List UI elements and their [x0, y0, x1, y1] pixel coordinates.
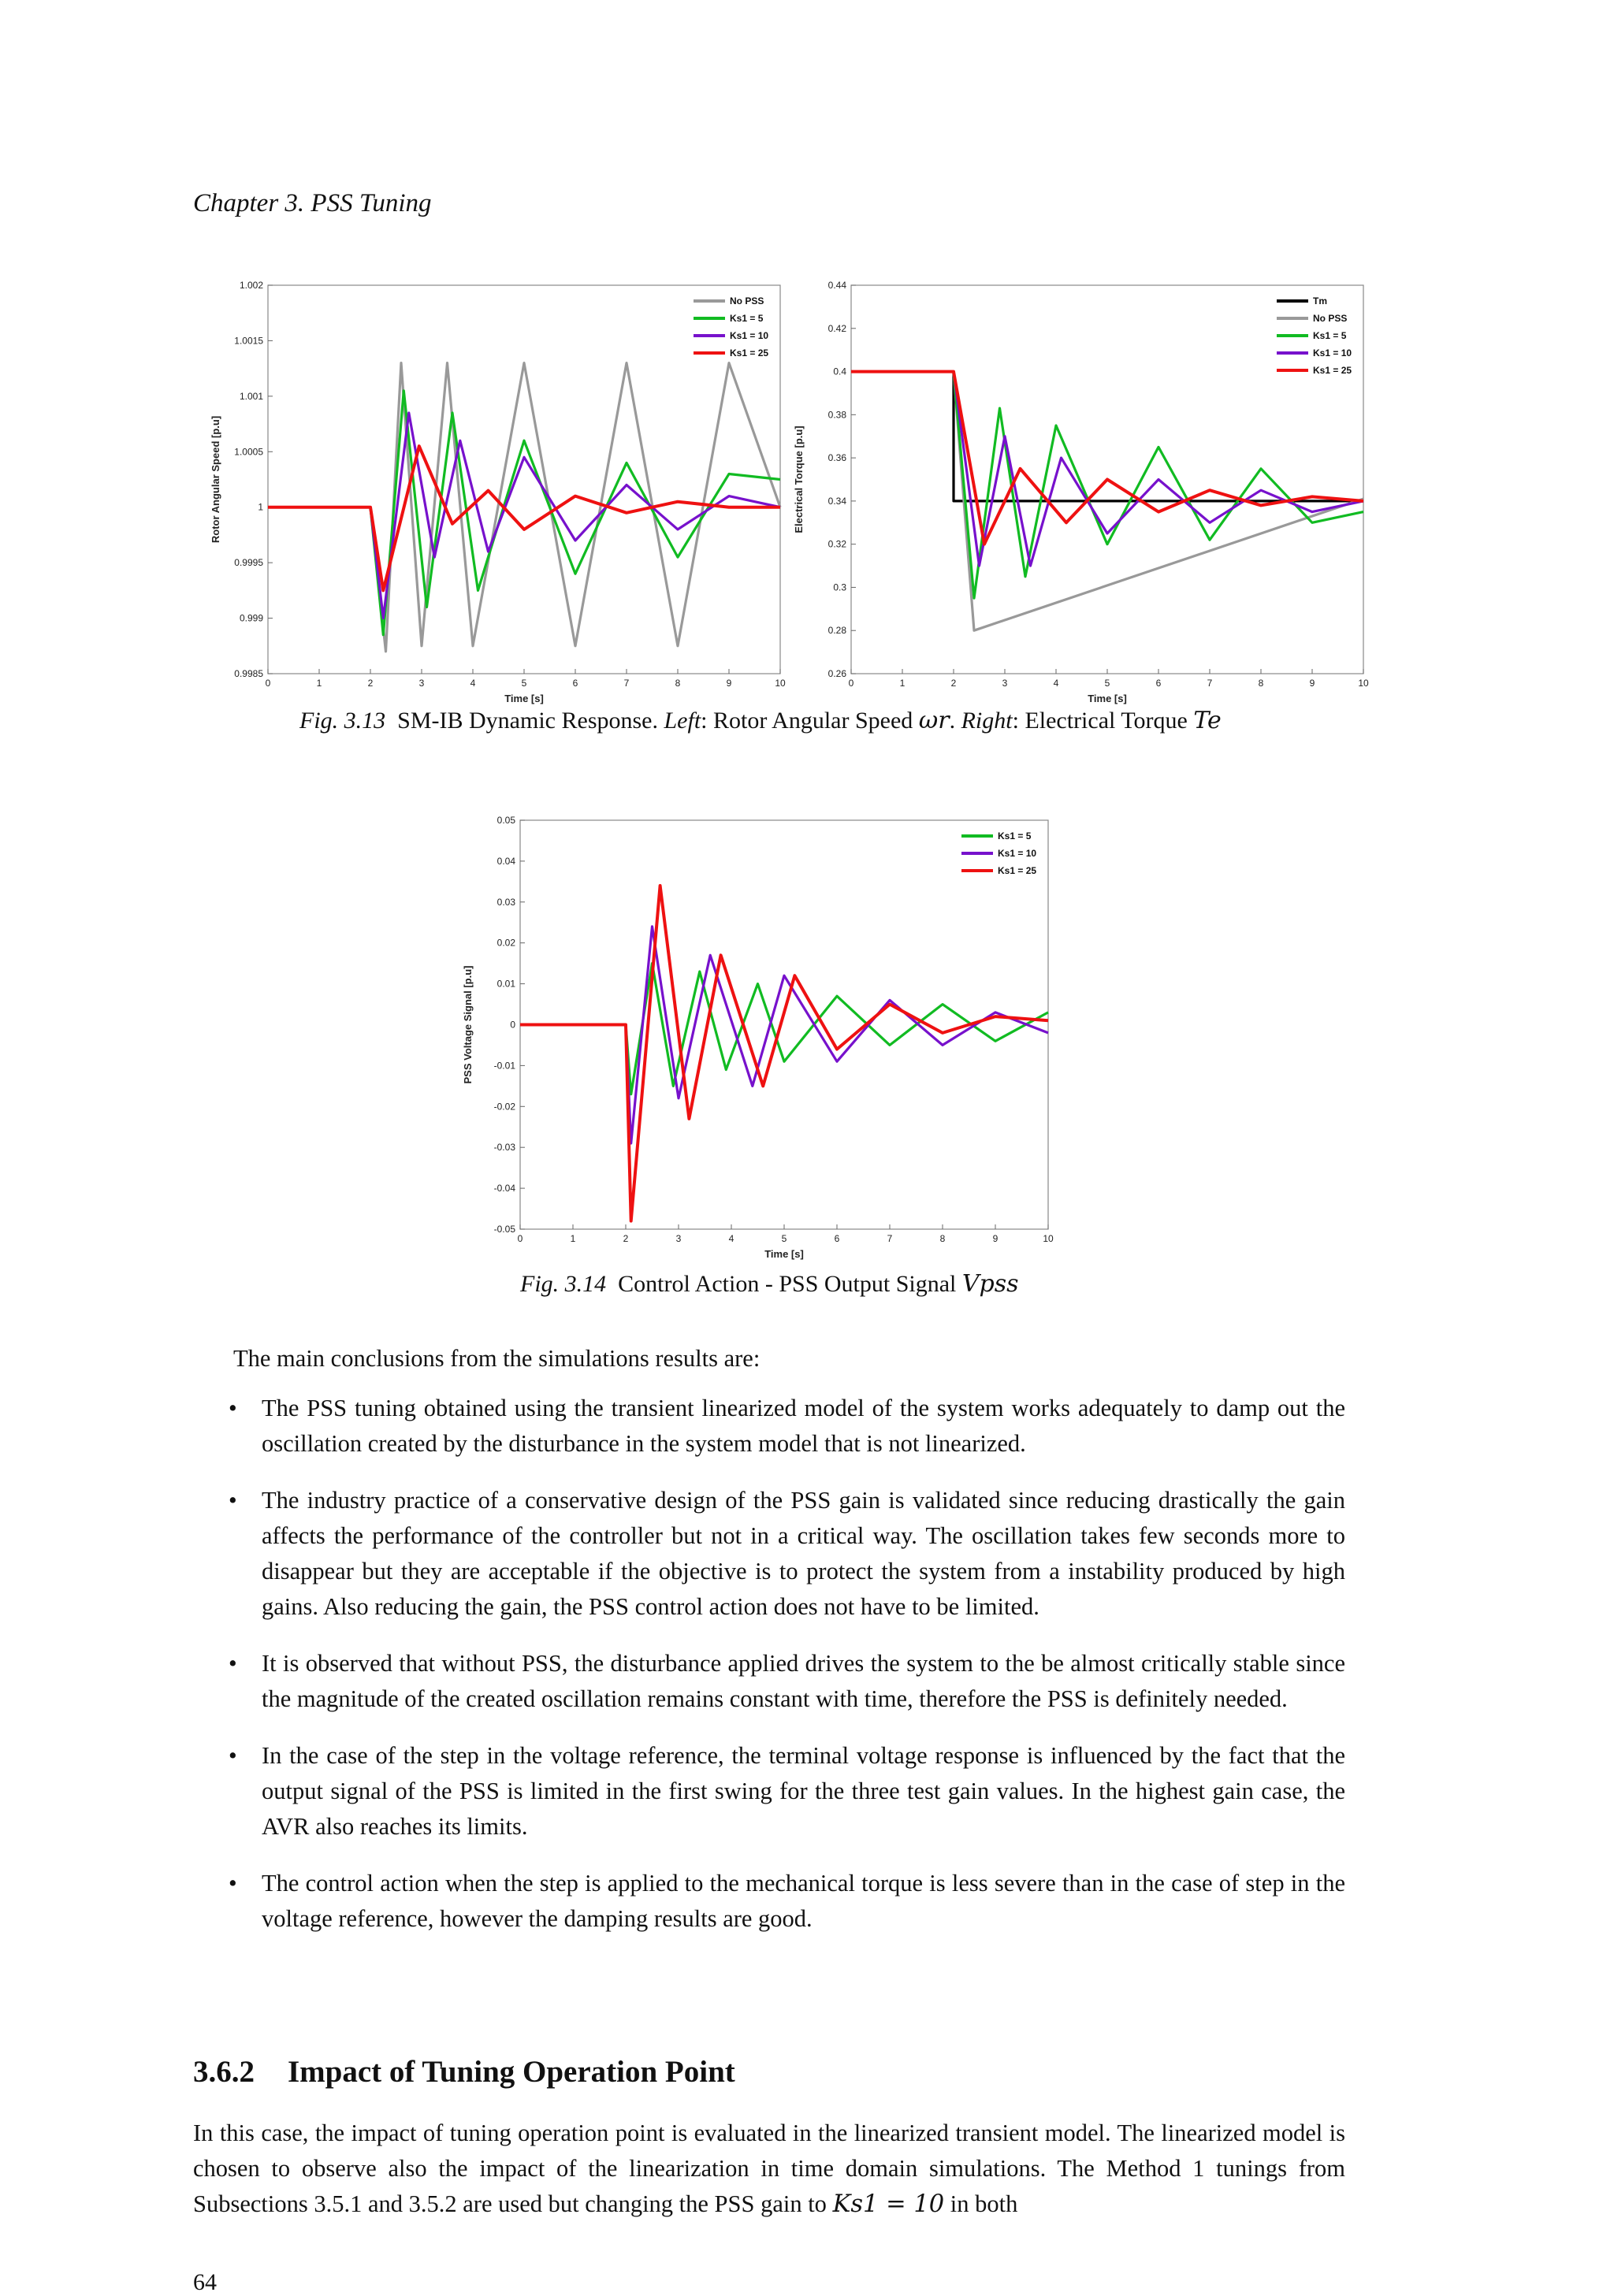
y-tick-label: 0.999 — [239, 612, 263, 624]
x-tick-label: 9 — [992, 1233, 999, 1244]
legend-label: Ks1 = 5 — [1313, 330, 1347, 341]
x-tick-label: 9 — [726, 678, 732, 689]
list-item — [229, 1646, 1345, 1717]
list-item — [229, 1738, 1345, 1845]
y-tick-label: 0 — [510, 1019, 515, 1031]
x-tick-label: 4 — [728, 1233, 734, 1244]
legend-label: No PSS — [730, 295, 764, 307]
legend-label: Ks1 = 25 — [730, 347, 769, 359]
x-tick-label: 4 — [470, 678, 476, 689]
x-tick-label: 0 — [265, 678, 271, 689]
paragraph-text: In this case, the impact of tuning operation point is evaluated in the linearized transient model. The linearized model is chosen to observe also the impact of the linearization in time domain simulations. The Method 1 tunings from Subsections 3.5.1 and 3.5.2 are used but changing the PSS gain to — [193, 2120, 1345, 2217]
x-tick-label: 10 — [775, 678, 786, 689]
caption-right-text: : Electrical Torque — [1012, 708, 1194, 734]
figure-label: Fig. 3.14 — [520, 1271, 607, 1297]
plot-area — [268, 285, 780, 674]
x-tick-label: 7 — [887, 1233, 893, 1244]
y-tick-label: 0.4 — [833, 366, 846, 377]
bullet-icon: • — [229, 1650, 237, 1677]
y-axis-label: PSS Voltage Signal [p.u] — [462, 965, 474, 1084]
omega-r-symbol: ωr — [918, 707, 950, 734]
y-tick-label: 1.002 — [239, 280, 263, 291]
x-tick-label: 3 — [418, 678, 425, 689]
list-item — [229, 1866, 1345, 1937]
legend-label: Ks1 = 10 — [998, 848, 1037, 859]
x-tick-label: 8 — [939, 1233, 946, 1244]
x-axis-label: Time [s] — [1088, 693, 1127, 704]
y-tick-label: 0.9995 — [234, 557, 263, 569]
y-tick-label: 0.3 — [833, 581, 846, 593]
x-tick-label: 3 — [675, 1233, 682, 1244]
section-heading — [193, 2054, 735, 2090]
y-tick-label: 1.001 — [239, 390, 263, 402]
y-tick-label: 0.44 — [827, 280, 846, 291]
figure-label: Fig. 3.13 — [299, 708, 386, 734]
legend-label: Ks1 = 5 — [730, 313, 764, 324]
y-tick-label: 0.01 — [496, 978, 515, 990]
x-tick-label: 5 — [781, 1233, 787, 1244]
y-tick-label: 0.04 — [496, 855, 515, 867]
bullet-icon: • — [229, 1487, 237, 1514]
te-symbol: Te — [1193, 707, 1222, 734]
section-title: Impact of Tuning Operation Point — [288, 2055, 735, 2089]
x-tick-label: 3 — [1002, 678, 1008, 689]
vpss-symbol: Vpss — [961, 1270, 1019, 1298]
legend-label: No PSS — [1313, 313, 1348, 324]
list-item-text: It is observed that without PSS, the disturbance applied drives the system to the be almost critically stable since the magnitude of the created oscillation remains constant with time, therefore the PSS is definitely needed. — [262, 1650, 1345, 1712]
caption-period: . — [949, 708, 956, 734]
y-tick-label: 1.0015 — [234, 335, 263, 347]
x-axis-label: Time [s] — [504, 693, 544, 704]
x-tick-label: 4 — [1053, 678, 1059, 689]
x-tick-label: 5 — [1104, 678, 1110, 689]
x-tick-label: 6 — [1155, 678, 1162, 689]
x-tick-label: 2 — [367, 678, 374, 689]
figure-3-13-caption — [299, 707, 1222, 734]
list-item — [229, 1391, 1345, 1462]
x-tick-label: 9 — [1309, 678, 1315, 689]
y-tick-label: 1.0005 — [234, 446, 263, 458]
y-tick-label: 0.36 — [827, 452, 846, 464]
y-tick-label: 0.38 — [827, 409, 846, 421]
legend-label: Ks1 = 10 — [1313, 347, 1352, 359]
intro-paragraph: The main conclusions from the simulations results are: — [233, 1345, 761, 1372]
electrical-torque-chart — [793, 276, 1395, 709]
y-tick-label: 0.9985 — [234, 668, 263, 679]
x-tick-label: 5 — [521, 678, 527, 689]
x-tick-label: 6 — [572, 678, 578, 689]
y-tick-label: -0.02 — [493, 1101, 515, 1113]
x-tick-label: 7 — [623, 678, 630, 689]
y-tick-label: 0.32 — [827, 538, 846, 550]
running-header: Chapter 3. PSS Tuning — [193, 189, 432, 217]
x-tick-label: 8 — [675, 678, 681, 689]
list-item — [229, 1483, 1345, 1625]
x-tick-label: 7 — [1207, 678, 1213, 689]
y-tick-label: 0.05 — [496, 815, 515, 826]
x-tick-label: 0 — [848, 678, 854, 689]
y-tick-label: 0.03 — [496, 896, 515, 908]
y-tick-label: 0.34 — [827, 495, 846, 507]
y-tick-label: 0.26 — [827, 668, 846, 679]
rotor-speed-chart — [205, 276, 804, 709]
section-number: 3.6.2 — [193, 2055, 255, 2089]
x-tick-label: 1 — [316, 678, 322, 689]
legend-label: Ks1 = 5 — [998, 830, 1032, 841]
x-tick-label: 1 — [899, 678, 906, 689]
caption-left-word: Left — [664, 708, 701, 734]
legend-label: Ks1 = 25 — [998, 865, 1037, 876]
caption-left-text: : Rotor Angular Speed — [701, 708, 919, 734]
caption-text: Control Action - PSS Output Signal — [618, 1271, 962, 1297]
y-tick-label: 1 — [258, 501, 263, 513]
y-tick-label: -0.01 — [493, 1060, 515, 1072]
ks1-equation: Ks1 = 10 — [832, 2190, 945, 2218]
y-tick-label: 0.42 — [827, 322, 846, 334]
list-item-text: In the case of the step in the voltage reference, the terminal voltage response is influenced by the fact that the output signal of the PSS is limited in the first swing for the three test gain values. In the highest gain case, the AVR also reaches its limits. — [262, 1742, 1345, 1840]
x-tick-label: 0 — [517, 1233, 523, 1244]
x-tick-label: 2 — [950, 678, 957, 689]
y-tick-label: -0.04 — [493, 1183, 515, 1194]
paragraph-tail: in both — [944, 2190, 1018, 2217]
y-tick-label: -0.05 — [493, 1224, 515, 1235]
x-axis-label: Time [s] — [764, 1248, 804, 1260]
x-tick-label: 1 — [570, 1233, 576, 1244]
figure-3-14-caption — [520, 1270, 1019, 1298]
legend-label: Ks1 = 10 — [730, 330, 769, 341]
page-number: 64 — [193, 2269, 217, 2295]
x-tick-label: 6 — [834, 1233, 840, 1244]
x-tick-label: 10 — [1358, 678, 1369, 689]
x-tick-label: 10 — [1043, 1233, 1054, 1244]
bullet-icon: • — [229, 1395, 237, 1421]
y-tick-label: -0.03 — [493, 1142, 515, 1154]
x-tick-label: 8 — [1258, 678, 1264, 689]
caption-main: SM-IB Dynamic Response. — [397, 708, 658, 734]
pss-output-chart — [462, 808, 1080, 1269]
legend-label: Tm — [1313, 295, 1327, 307]
bullet-icon: • — [229, 1870, 237, 1897]
list-item-text: The control action when the step is applied to the mechanical torque is less severe than in the case of step in the voltage reference, however the damping results are good. — [262, 1870, 1345, 1932]
legend-label: Ks1 = 25 — [1313, 365, 1352, 376]
y-tick-label: 0.02 — [496, 937, 515, 949]
conclusions-list — [229, 1391, 1345, 1958]
y-axis-label: Rotor Angular Speed [p.u] — [210, 415, 221, 544]
list-item-text: The industry practice of a conservative design of the PSS gain is validated since reducing drastically the gain affects the performance of the controller but not in a critical way. The oscillation takes few seconds more to disappear but they are acceptable if the objective is to protect the system from a instability produced by high gains. Also reducing the gain, the PSS control action does not have to be limited. — [262, 1487, 1345, 1620]
x-tick-label: 2 — [623, 1233, 629, 1244]
y-tick-label: 0.28 — [827, 625, 846, 637]
bullet-icon: • — [229, 1742, 237, 1769]
section-paragraph — [193, 2116, 1345, 2222]
y-axis-label: Electrical Torque [p.u] — [793, 425, 805, 533]
list-item-text: The PSS tuning obtained using the transient linearized model of the system works adequately to damp out the oscillation created by the disturbance in the system model that is not linearized. — [262, 1395, 1345, 1457]
caption-right-word: Right — [961, 708, 1013, 734]
